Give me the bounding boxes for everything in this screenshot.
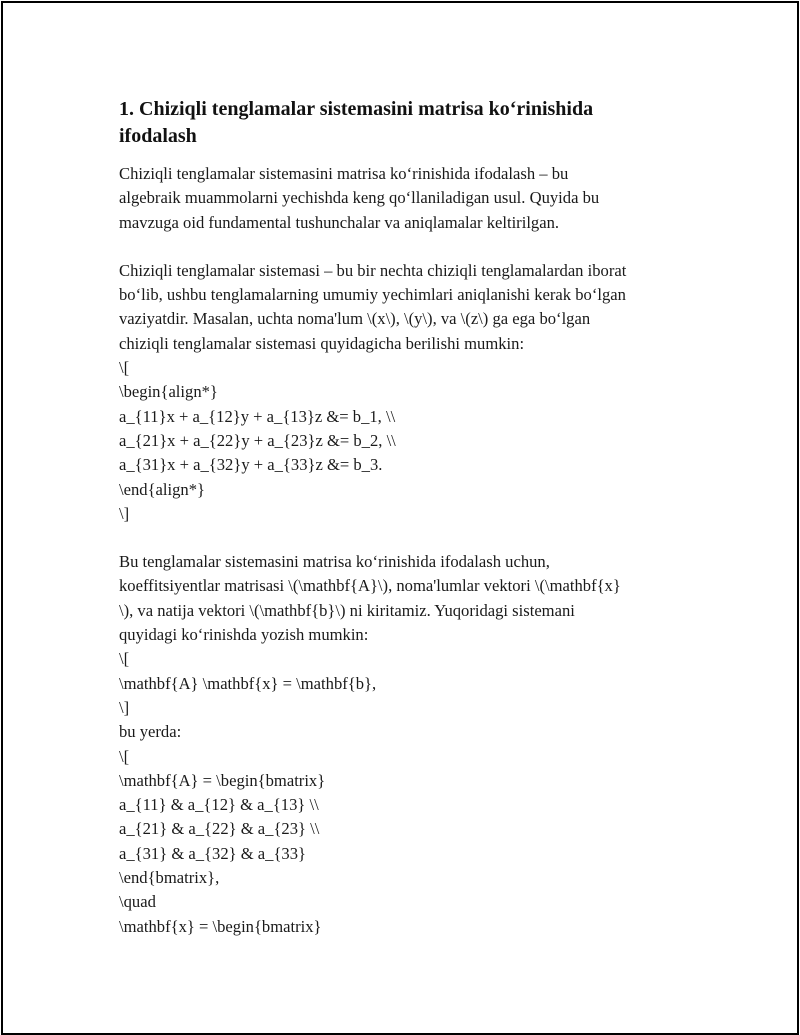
text-line: koeffitsiyentlar matrisasi \(\mathbf{A}\), noma'lumlar vektori \(\mathbf{x} — [119, 576, 621, 596]
latex-line: \mathbf{A} = \begin{bmatrix} — [119, 770, 326, 790]
section-heading — [119, 96, 699, 150]
latex-line: a_{11}x + a_{12}y + a_{13}z &= b_1, \\ — [119, 406, 396, 426]
latex-line: a_{11} & a_{12} & a_{13} \\ — [119, 795, 319, 815]
latex-line: \[ — [119, 746, 130, 766]
latex-line: \[ — [119, 649, 130, 669]
latex-line: \quad — [119, 892, 156, 912]
latex-line: a_{31}x + a_{32}y + a_{33}z &= b_3. — [119, 455, 383, 475]
text-line: algebraik muammolarni yechishda keng qo‘llaniladigan usul. Quyida bu — [119, 188, 600, 208]
latex-line: a_{21} & a_{22} & a_{23} \\ — [119, 819, 320, 839]
latex-line: \[ — [119, 358, 130, 378]
latex-line: \] — [119, 503, 130, 523]
latex-line: \mathbf{A} \mathbf{x} = \mathbf{b}, — [119, 673, 377, 693]
text-line: Bu tenglamalar sistemasini matrisa ko‘rinishida ifodalash uchun, — [119, 552, 550, 572]
latex-line: \end{bmatrix}, — [119, 868, 220, 888]
text-line: Chiziqli tenglamalar sistemasini matrisa ko‘rinishida ifodalash – bu — [119, 164, 569, 183]
paragraph-matrix-form — [119, 550, 699, 939]
latex-line: \mathbf{x} = \begin{bmatrix} — [119, 916, 322, 936]
text-line: bo‘lib, ushbu tenglamalarning umumiy yechimlari aniqlanishi kerak bo‘lgan — [119, 285, 626, 305]
heading-line: ifodalash — [119, 125, 197, 147]
text-line: vaziyatdir. Masalan, uchta noma'lum \(x\), \(y\), va \(z\) ga ega bo‘lgan — [119, 309, 591, 329]
text-line: quyidagi ko‘rinishda yozish mumkin: — [119, 625, 369, 645]
text-line: bu yerda: — [119, 722, 182, 742]
text-line: Chiziqli tenglamalar sistemasi – bu bir nechta chiziqli tenglamalardan iborat — [119, 260, 627, 280]
latex-line: a_{21}x + a_{22}y + a_{23}z &= b_2, \\ — [119, 430, 396, 450]
text-line: mavzuga oid fundamental tushunchalar va aniqlamalar keltirilgan. — [119, 212, 560, 232]
latex-line: a_{31} & a_{32} & a_{33} — [119, 843, 306, 863]
heading-line: 1. Chiziqli tenglamalar sistemasini matrisa ko‘rinishida — [119, 98, 594, 120]
latex-line: \begin{align*} — [119, 382, 218, 402]
paragraph-system-definition — [119, 259, 699, 526]
latex-line: \end{align*} — [119, 479, 205, 499]
document-body — [119, 96, 699, 939]
text-line: \), va natija vektori \(\mathbf{b}\) ni kiritamiz. Yuqoridagi sistemani — [119, 600, 575, 620]
paragraph-intro — [119, 162, 699, 235]
text-line: chiziqli tenglamalar sistemasi quyidagicha berilishi mumkin: — [119, 333, 525, 353]
latex-line: \] — [119, 697, 130, 717]
page-frame — [1, 1, 799, 1035]
paragraph-spacer — [119, 235, 699, 259]
paragraph-spacer — [119, 526, 699, 550]
